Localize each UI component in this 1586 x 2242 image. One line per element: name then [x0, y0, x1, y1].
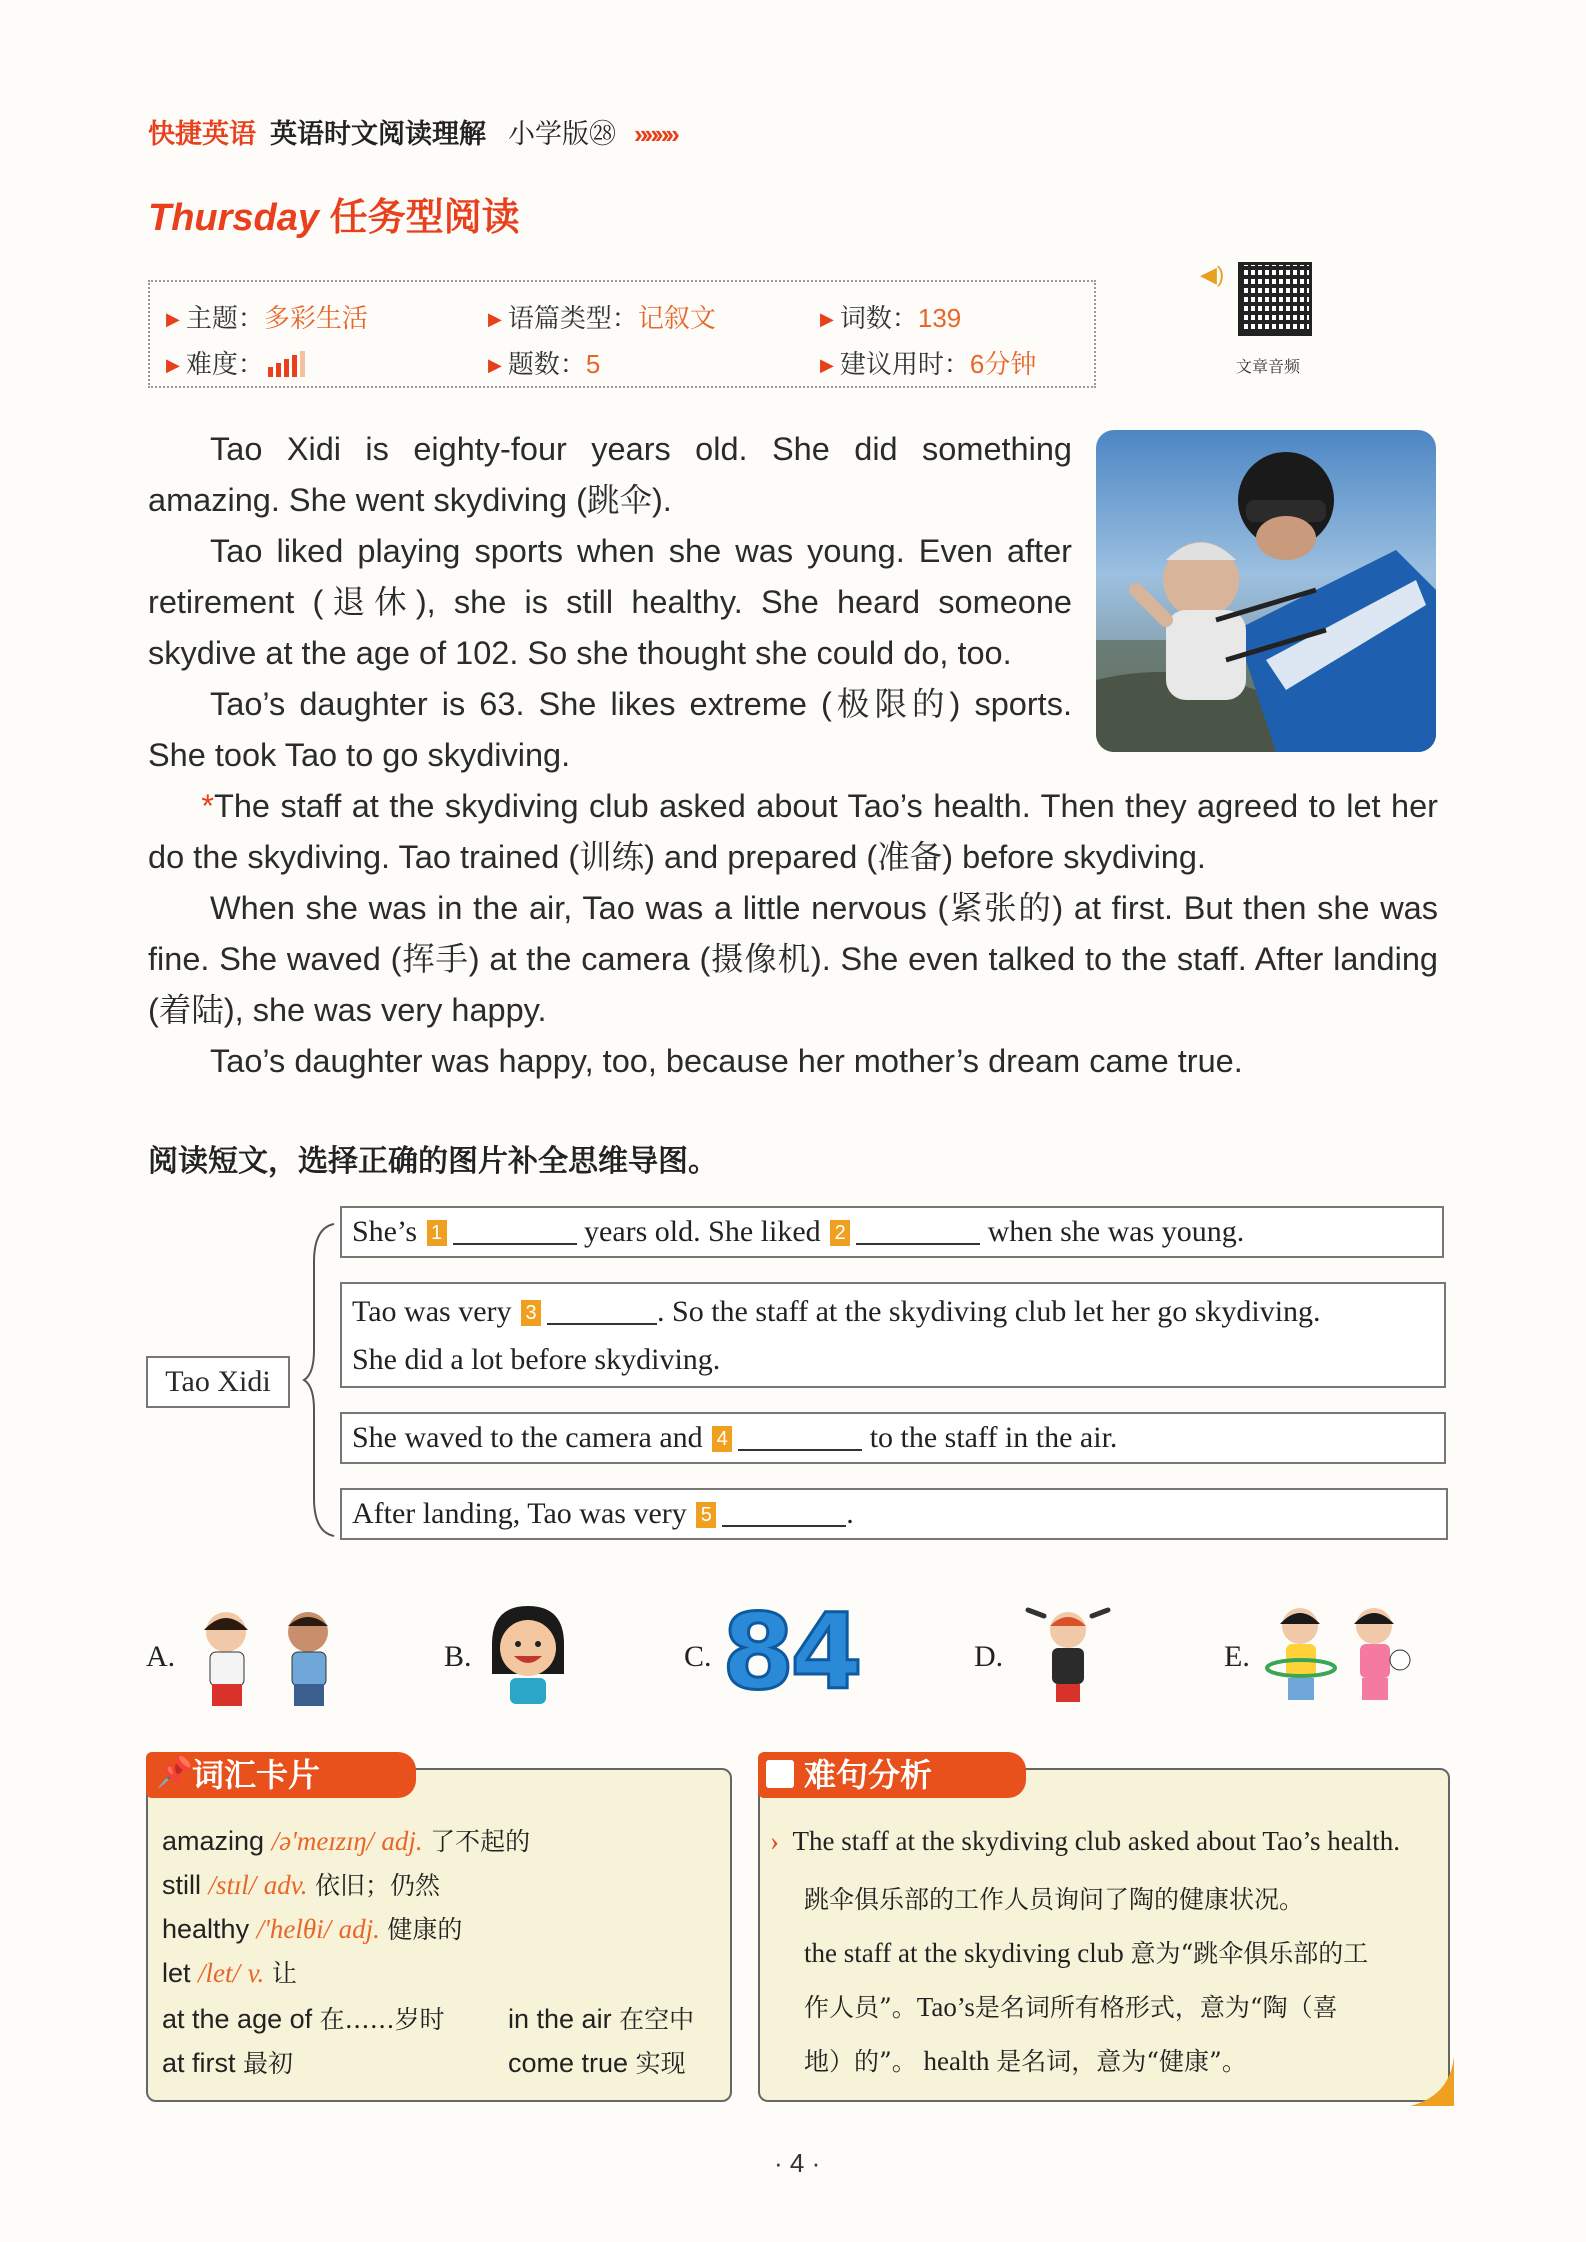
article-paragraph-1: Tao Xidi is eighty-four years old. She did something amazing. She went skydiving (跳伞). — [148, 431, 1072, 518]
running-header — [148, 112, 676, 151]
bullet-icon: ▶ — [820, 355, 834, 375]
marker-icon: › — [770, 1826, 779, 1856]
vocab-row-in-the-air: in the air 在空中 — [508, 2004, 695, 2034]
edition-label: 小学版㉘ — [508, 119, 616, 149]
vocab-row-still: still /stɪl/ adv. 依旧；仍然 — [162, 1870, 441, 1900]
article-paragraph-3: Tao’s daughter is 63. She likes extreme (极限的) sports. She took Tao to go skydiving. — [148, 686, 1072, 773]
answer-blank-5[interactable] — [722, 1495, 846, 1527]
pushpin-icon: 📌 — [156, 1756, 194, 1789]
grid-icon — [766, 1760, 794, 1788]
audio-icon: ◀) — [1200, 262, 1225, 287]
option-e-label: E. — [1224, 1640, 1250, 1673]
mindmap-branch-2: Tao was very 3 . So the staff at the skydiving club let her go skydiving. She did a lot before skydiving. — [340, 1282, 1446, 1388]
difficulty-bar — [284, 359, 289, 377]
info-topic: ▶ 主题：多彩生活 — [166, 303, 368, 333]
bullet-icon: ▶ — [166, 355, 180, 375]
task-instruction: 阅读短文，选择正确的图片补全思维导图。 — [148, 1145, 718, 1178]
key-sentence-star-icon: * — [201, 788, 214, 824]
bullet-icon: ▶ — [488, 309, 502, 329]
page-number: · 4 · — [774, 2148, 821, 2178]
vocab-row-amazing: amazing /ə'meɪzɪŋ/ adj. 了不起的 — [162, 1826, 531, 1856]
blank-number-badge: 1 — [427, 1220, 447, 1246]
difficulty-bar — [300, 351, 305, 377]
answer-blank-3[interactable] — [547, 1293, 657, 1325]
difficulty-bars-icon — [268, 351, 308, 384]
bullet-icon: ▶ — [820, 309, 834, 329]
option-c-label: C. — [684, 1640, 712, 1673]
vocab-row-at-first: at first 最初 — [162, 2048, 294, 2078]
brand-name: 快捷英语 — [148, 119, 256, 149]
info-genre: ▶ 语篇类型：记叙文 — [488, 303, 716, 333]
vocab-card-title: 📌 词汇卡片 — [146, 1752, 416, 1798]
difficulty-bar — [292, 355, 297, 377]
blank-number-badge: 4 — [712, 1426, 732, 1452]
option-d-label: D. — [974, 1640, 1004, 1673]
option-b-smiling-girl-image[interactable] — [486, 1604, 570, 1704]
reading-info-box — [148, 280, 1096, 388]
sentence-analysis-title: 难句分析 — [758, 1752, 1026, 1798]
difficulty-bar — [276, 363, 281, 377]
qr-code-image[interactable] — [1238, 262, 1312, 336]
article-paragraph-2: Tao liked playing sports when she was young. Even after retirement (退休), she is still healthy. She heard someone skydive at the age of 102. So she thought she could do, too. — [148, 533, 1072, 671]
option-a-children-talking-image[interactable] — [186, 1606, 346, 1712]
analysis-note-line-2: 作人员”。Tao’s是名词所有格形式，意为“陶（喜 — [804, 1992, 1338, 2022]
answer-blank-4[interactable] — [738, 1419, 862, 1451]
mindmap-root: Tao Xidi — [146, 1356, 290, 1408]
mindmap-brace — [300, 1222, 340, 1538]
section-type: 任务型阅读 — [329, 197, 520, 239]
section-day: Thursday — [148, 197, 320, 239]
article-paragraph-6: Tao’s daughter was happy, too, because her mother’s dream came true. — [210, 1043, 1243, 1079]
info-suggested-time: ▶ 建议用时：6分钟 — [820, 349, 1037, 379]
info-question-count: ▶ 题数：5 — [488, 349, 601, 379]
vocab-row-come-true: come true 实现 — [508, 2048, 686, 2078]
option-e-kids-playing-image[interactable] — [1262, 1602, 1412, 1710]
vocab-row-let: let /let/ v. 让 — [162, 1958, 297, 1988]
analysis-note-line-1: the staff at the skydiving club 意为“跳伞俱乐部的工 — [804, 1938, 1369, 1968]
info-difficulty: ▶ 难度： — [166, 344, 308, 384]
blank-number-badge: 3 — [521, 1300, 541, 1326]
page-curl-icon — [1410, 2056, 1456, 2108]
option-a-label: A. — [146, 1640, 176, 1673]
mindmap-branch-1: She’s 1 years old. She liked 2 when she was young. — [340, 1206, 1444, 1258]
vocab-row-at-the-age-of: at the age of 在……岁时 — [162, 2004, 445, 2034]
skydiving-photo — [1096, 430, 1436, 752]
option-c-number-image[interactable]: 84 — [722, 1591, 859, 1713]
info-word-count: ▶ 词数：139 — [820, 303, 962, 333]
mindmap-branch-4: After landing, Tao was very 5 . — [340, 1488, 1448, 1540]
article-paragraph-4: *The staff at the skydiving club asked about Tao’s health. Then they agreed to let her do the skydiving. Tao trained (训练) and prepared (准备) before skydiving. — [148, 788, 1438, 875]
blank-number-badge: 2 — [830, 1220, 850, 1246]
qr-caption: 文章音频 — [1236, 359, 1301, 376]
analysis-translation: 跳伞俱乐部的工作人员询问了陶的健康状况。 — [804, 1885, 1305, 1914]
chevron-arrows-icon: »»»» — [634, 119, 676, 149]
mindmap-branch-3: She waved to the camera and 4 to the staff in the air. — [340, 1412, 1446, 1464]
answer-blank-2[interactable] — [856, 1213, 980, 1245]
section-title — [148, 186, 520, 241]
bullet-icon: ▶ — [488, 355, 502, 375]
blank-number-badge: 5 — [696, 1502, 716, 1528]
bullet-icon: ▶ — [166, 309, 180, 329]
analysis-sentence-en: › The staff at the skydiving club asked about Tao’s health. — [770, 1826, 1400, 1856]
difficulty-bar — [268, 367, 273, 377]
answer-blank-1[interactable] — [453, 1213, 577, 1245]
article-paragraph-5: When she was in the air, Tao was a little nervous (紧张的) at first. But then she was fine. She waved (挥手) at the camera (摄像机). She even talked to the staff. After landing (着陆), she was very happy. — [148, 890, 1438, 1028]
option-b-label: B. — [444, 1640, 472, 1673]
analysis-note-line-3: 地）的”。 health 是名词，意为“健康”。 — [804, 2046, 1247, 2076]
option-d-nervous-woman-image[interactable] — [1018, 1604, 1118, 1710]
book-title: 英语时文阅读理解 — [270, 119, 486, 149]
vocab-row-healthy: healthy /'helθi/ adj. 健康的 — [162, 1914, 463, 1944]
